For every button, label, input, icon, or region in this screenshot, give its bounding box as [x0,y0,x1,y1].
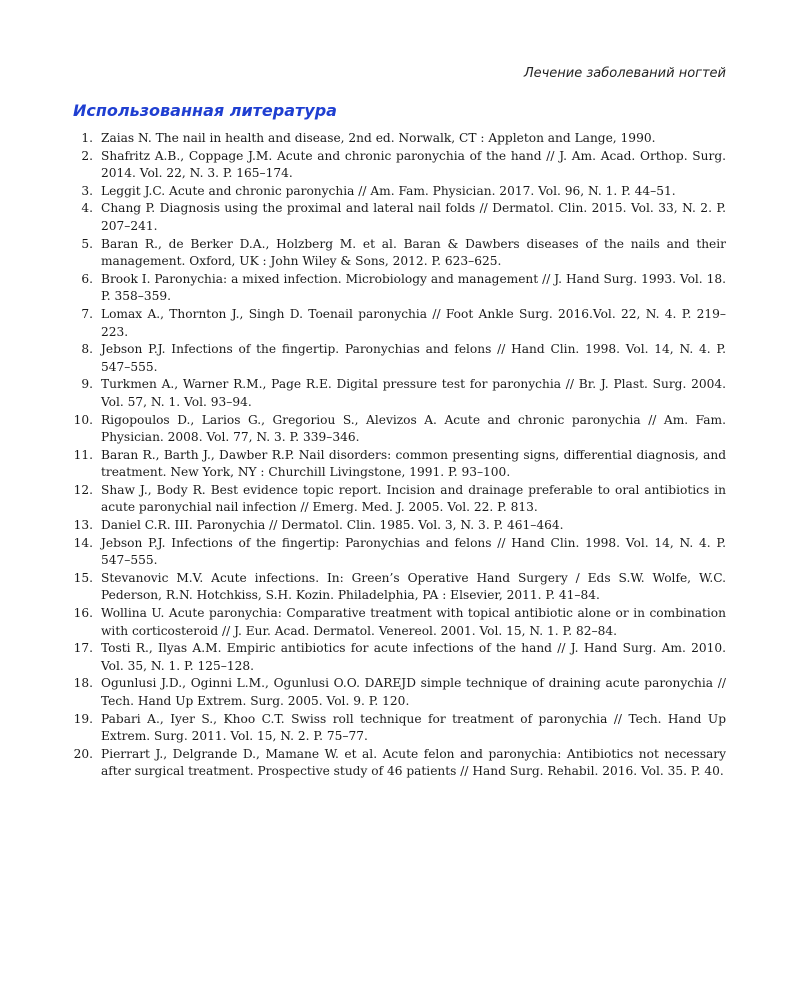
reference-text: Leggit J.C. Acute and chronic paronychia // Am. Fam. Physician. 2017. Vol. 96, N. 1. P. 44–51. [101,183,676,198]
reference-number: 14. [73,535,93,550]
reference-number: 9. [81,377,93,392]
reference-number: 4. [81,201,93,216]
reference-number: 18. [73,676,93,691]
reference-item [66,746,726,781]
reference-item [66,376,726,411]
reference-number: 11. [73,447,93,462]
reference-item [66,605,726,640]
reference-text: Baran R., Barth J., Dawber R.P. Nail disorders: common presenting signs, differential diagnosis, and treatment. New York, NY : Churchill Livingstone, 1991. P. 93–100. [101,447,726,480]
reference-item [66,482,726,517]
reference-item [66,711,726,746]
reference-number: 1. [81,131,93,145]
reference-number: 19. [73,711,93,726]
reference-item [66,570,726,605]
reference-number: 8. [81,342,93,357]
reference-item [66,183,726,201]
reference-text: Pierrart J., Delgrande D., Mamane W. et al. Acute felon and paronychia: Antibiotics not necessary after surgical treatment. Prospective study of 46 patients // Hand Surg. Rehabil. 2016. Vol. 35. P. 40. [101,746,726,779]
reference-item [66,271,726,306]
running-header: Лечение заболеваний ногтей [523,66,726,81]
reference-number: 2. [81,148,93,163]
reference-number: 20. [73,746,93,761]
reference-number: 7. [81,306,93,321]
reference-number: 3. [81,183,93,198]
reference-item [66,306,726,341]
reference-text: Tosti R., Ilyas A.M. Empiric antibiotics for acute infections of the hand // J. Hand Surg. Am. 2010. Vol. 35, N. 1. P. 125–128. [101,641,726,673]
reference-item [66,675,726,710]
reference-item [66,236,726,271]
reference-text: Baran R., de Berker D.A., Holzberg M. et al. Baran & Dawbers diseases of the nails and their management. Oxford, UK : John Wiley & Sons, 2012. P. 623–625. [101,236,726,269]
reference-text: Chang P. Diagnosis using the proximal and lateral nail folds // Dermatol. Clin. 2015. Vol. 33, N. 2. P. 207–241. [101,201,726,233]
reference-text: Shaw J., Body R. Best evidence topic report. Incision and drainage preferable to oral antibiotics in acute paronychial nail infection // Emerg. Med. J. 2005. Vol. 22. P. 813. [101,482,726,515]
reference-item [66,535,726,570]
reference-number: 17. [73,641,93,656]
reference-number: 15. [73,570,93,585]
reference-text: Jebson P.J. Infections of the fingertip. Paronychias and felons // Hand Clin. 1998. Vol. 14, N. 4. P. 547–555. [101,342,726,374]
reference-number: 12. [73,482,93,497]
reference-number: 6. [81,271,93,286]
reference-item [66,640,726,675]
reference-text: Jebson P.J. Infections of the fingertip: Paronychias and felons // Hand Clin. 1998. Vol. 14, N. 4. P. 547–555. [101,535,726,568]
reference-text: Shafritz A.B., Coppage J.M. Acute and chronic paronychia of the hand // J. Am. Acad. Orthop. Surg. 2014. Vol. 22, N. 3. P. 165–174. [101,148,726,181]
reference-text: Pabari A., Iyer S., Khoo C.T. Swiss roll technique for treatment of paronychia // Tech. Hand Up Extrem. Surg. 2011. Vol. 15, N. 2. P. 75–77. [101,711,726,744]
reference-text: Lomax A., Thornton J., Singh D. Toenail paronychia // Foot Ankle Surg. 2016.Vol. 22, N. 4. P. 219–223. [101,306,726,339]
section-title: Использованная литература [73,101,337,120]
reference-text: Rigopoulos D., Larios G., Gregoriou S., Alevizos A. Acute and chronic paronychia // Am. Fam. Physician. 2008. Vol. 77, N. 3. P. 339–346. [101,412,726,445]
reference-number: 5. [81,236,93,251]
reference-item [66,517,726,535]
reference-text: Daniel C.R. III. Paronychia // Dermatol. Clin. 1985. Vol. 3, N. 3. P. 461–464. [101,518,564,533]
reference-text: Zaias N. The nail in health and disease, 2nd ed. Norwalk, CT : Appleton and Lange, 1990. [101,131,656,145]
reference-item [66,148,726,183]
reference-text: Stevanovic M.V. Acute infections. In: Green’s Operative Hand Surgery / Eds S.W. Wolfe, W.C. Pederson, R.N. Hotchkiss, S.H. Kozin. Philadelphia, PA : Elsevier, 2011. P. 41–84. [101,570,726,603]
reference-item [66,447,726,482]
reference-text: Wollina U. Acute paronychia: Comparative treatment with topical antibiotic alone or in combination with corticosteroid // J. Eur. Acad. Dermatol. Venereol. 2001. Vol. 15, N. 1. P. 82–84. [101,606,726,638]
reference-item [66,200,726,235]
reference-number: 13. [73,518,93,533]
reference-number: 10. [73,412,93,427]
reference-item [66,341,726,376]
reference-text: Brook I. Paronychia: a mixed infection. Microbiology and management // J. Hand Surg. 1993. Vol. 18. P. 358–359. [101,271,726,304]
reference-text: Turkmen A., Warner R.M., Page R.E. Digital pressure test for paronychia // Br. J. Plast. Surg. 2004. Vol. 57, N. 1. Vol. 93–94. [101,377,726,409]
reference-list [66,130,726,781]
reference-number: 16. [73,606,93,621]
reference-item [66,130,726,148]
reference-text: Ogunlusi J.D., Oginni L.M., Ogunlusi O.O. DAREJD simple technique of draining acute paronychia // Tech. Hand Up Extrem. Surg. 2005. Vol. 9. P. 120. [101,676,726,708]
reference-item [66,412,726,447]
